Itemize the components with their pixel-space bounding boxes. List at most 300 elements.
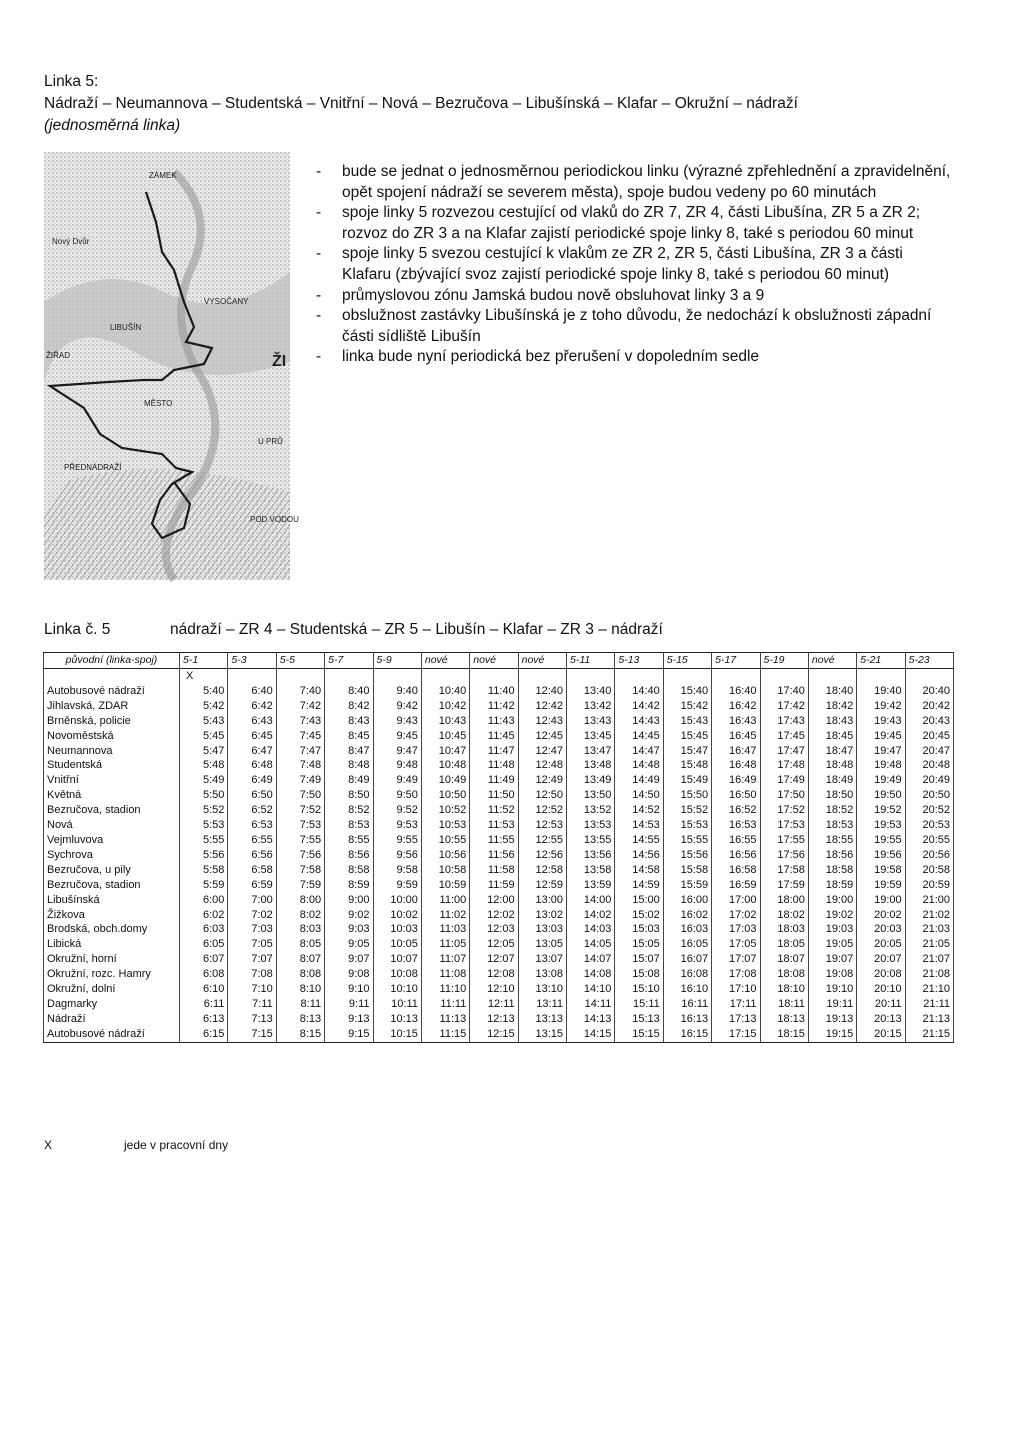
departure-time: 11:03 [421,922,469,937]
departure-time: 16:40 [712,684,760,699]
departure-time: 7:03 [228,922,276,937]
stop-name: Jihlavská, ZDAR [44,699,180,714]
stop-name: Bezručova, u pily [44,863,180,878]
table-row [44,967,954,982]
departure-time: 19:00 [808,893,856,908]
departure-time: 21:02 [905,908,953,923]
departure-time: 21:13 [905,1012,953,1027]
departure-time: 8:43 [325,714,373,729]
departure-time: 10:15 [373,1027,421,1042]
departure-time: 20:58 [905,863,953,878]
departure-time: 6:02 [180,908,228,923]
departure-time: 16:15 [663,1027,711,1042]
departure-time: 19:08 [808,967,856,982]
departure-time: 10:07 [373,952,421,967]
departure-time: 5:56 [180,848,228,863]
departure-time: 17:42 [760,699,808,714]
column-header: 5-5 [276,653,324,669]
departure-time: 11:47 [470,744,518,759]
departure-time: 5:55 [180,833,228,848]
table-row [44,982,954,997]
departure-time: 17:55 [760,833,808,848]
departure-time: 10:00 [373,893,421,908]
departure-time: 10:53 [421,818,469,833]
departure-time: 11:42 [470,699,518,714]
departure-time: 21:11 [905,997,953,1012]
table-row [44,922,954,937]
departure-time: 9:40 [373,684,421,699]
departure-time: 9:15 [325,1027,373,1042]
stop-name: Autobusové nádraží [44,684,180,699]
departure-time: 7:47 [276,744,324,759]
departure-time: 6:10 [180,982,228,997]
map-label: MĚSTO [144,399,173,408]
departure-time: 16:00 [663,893,711,908]
departure-time: 8:11 [276,997,324,1012]
route-note: (jednosměrná linka) [44,117,181,134]
departure-time: 11:59 [470,878,518,893]
timetable [43,652,954,1043]
departure-time: 11:07 [421,952,469,967]
departure-time: 6:47 [228,744,276,759]
departure-time: 17:50 [760,788,808,803]
departure-time: 8:10 [276,982,324,997]
weekday-flag [470,669,518,684]
departure-time: 14:03 [567,922,615,937]
stop-name: Vnitřní [44,773,180,788]
departure-time: 11:55 [470,833,518,848]
departure-time: 19:55 [857,833,905,848]
departure-time: 19:13 [808,1012,856,1027]
departure-time: 7:08 [228,967,276,982]
departure-time: 12:50 [518,788,566,803]
departure-time: 7:52 [276,803,324,818]
departure-time: 20:55 [905,833,953,848]
column-header: nové [421,653,469,669]
departure-time: 17:48 [760,758,808,773]
departure-time: 19:49 [857,773,905,788]
departure-time: 7:00 [228,893,276,908]
departure-time: 13:56 [567,848,615,863]
notes-list [316,162,956,368]
departure-time: 18:53 [808,818,856,833]
column-header: 5-9 [373,653,421,669]
departure-time: 16:45 [712,729,760,744]
departure-time: 10:55 [421,833,469,848]
departure-time: 11:50 [470,788,518,803]
departure-time: 9:02 [325,908,373,923]
departure-time: 9:52 [373,803,421,818]
departure-time: 10:40 [421,684,469,699]
departure-time: 18:00 [760,893,808,908]
map-label: U PRŮ [258,437,283,446]
departure-time: 15:08 [615,967,663,982]
departure-time: 10:45 [421,729,469,744]
departure-time: 10:03 [373,922,421,937]
departure-time: 11:02 [421,908,469,923]
weekday-flag [905,669,953,684]
departure-time: 15:40 [663,684,711,699]
departure-time: 19:40 [857,684,905,699]
departure-time: 6:55 [228,833,276,848]
departure-time: 13:42 [567,699,615,714]
departure-time: 18:45 [808,729,856,744]
weekday-flag [373,669,421,684]
departure-time: 12:43 [518,714,566,729]
departure-time: 15:10 [615,982,663,997]
table-row [44,863,954,878]
departure-time: 18:07 [760,952,808,967]
departure-time: 7:15 [228,1027,276,1042]
departure-time: 18:52 [808,803,856,818]
stop-name: Dagmarky [44,997,180,1012]
departure-time: 15:50 [663,788,711,803]
departure-time: 12:13 [470,1012,518,1027]
departure-time: 14:48 [615,758,663,773]
departure-time: 14:53 [615,818,663,833]
departure-time: 15:42 [663,699,711,714]
departure-time: 6:42 [228,699,276,714]
departure-time: 12:49 [518,773,566,788]
departure-time: 7:55 [276,833,324,848]
departure-time: 20:05 [857,937,905,952]
departure-time: 19:15 [808,1027,856,1042]
departure-time: 9:11 [325,997,373,1012]
departure-time: 5:59 [180,878,228,893]
departure-time: 11:10 [421,982,469,997]
departure-time: 18:56 [808,848,856,863]
departure-time: 11:05 [421,937,469,952]
departure-time: 9:05 [325,937,373,952]
departure-time: 13:02 [518,908,566,923]
departure-time: 7:58 [276,863,324,878]
departure-time: 20:13 [857,1012,905,1027]
departure-time: 13:45 [567,729,615,744]
departure-time: 18:43 [808,714,856,729]
departure-time: 11:15 [421,1027,469,1042]
departure-time: 17:02 [712,908,760,923]
departure-time: 14:08 [567,967,615,982]
departure-time: 9:55 [373,833,421,848]
departure-time: 19:07 [808,952,856,967]
departure-time: 18:50 [808,788,856,803]
map-label: ŽI [272,353,287,370]
departure-time: 19:10 [808,982,856,997]
departure-time: 13:03 [518,922,566,937]
departure-time: 20:47 [905,744,953,759]
departure-time: 8:50 [325,788,373,803]
departure-time: 13:07 [518,952,566,967]
departure-time: 17:00 [712,893,760,908]
departure-time: 17:49 [760,773,808,788]
departure-time: 14:11 [567,997,615,1012]
departure-time: 9:43 [373,714,421,729]
departure-time: 17:03 [712,922,760,937]
departure-time: 9:50 [373,788,421,803]
departure-time: 17:45 [760,729,808,744]
column-header: 5-3 [228,653,276,669]
departure-time: 17:08 [712,967,760,982]
departure-time: 20:43 [905,714,953,729]
map-label: LIBUŠÍN [110,323,142,332]
departure-time: 19:11 [808,997,856,1012]
departure-time: 7:59 [276,878,324,893]
departure-time: 14:45 [615,729,663,744]
departure-time: 5:47 [180,744,228,759]
departure-time: 20:11 [857,997,905,1012]
table-row [44,1027,954,1042]
departure-time: 20:49 [905,773,953,788]
departure-time: 20:02 [857,908,905,923]
departure-time: 9:13 [325,1012,373,1027]
departure-time: 20:59 [905,878,953,893]
weekday-flag [857,669,905,684]
table-row [44,744,954,759]
stop-name: Bezručova, stadion [44,803,180,818]
departure-time: 6:11 [180,997,228,1012]
departure-time: 7:43 [276,714,324,729]
departure-time: 20:08 [857,967,905,982]
departure-time: 11:00 [421,893,469,908]
table-row [44,758,954,773]
stop-name: Žižkova [44,908,180,923]
departure-time: 10:05 [373,937,421,952]
list-item: - bude se jednat o jednosměrnou periodickou linku (výrazné zpřehlednění a zpravidelnění, opět spojení nádraží se severem města), spoje budou vedeny po 60 minutách [316,163,951,201]
departure-time: 6:45 [228,729,276,744]
departure-time: 20:45 [905,729,953,744]
departure-time: 14:07 [567,952,615,967]
table-row [44,788,954,803]
departure-time: 12:15 [470,1027,518,1042]
departure-time: 14:02 [567,908,615,923]
departure-time: 11:58 [470,863,518,878]
departure-time: 13:13 [518,1012,566,1027]
departure-time: 18:13 [760,1012,808,1027]
departure-time: 14:59 [615,878,663,893]
stop-name: Okružní, dolní [44,982,180,997]
departure-time: 9:08 [325,967,373,982]
timetable-route: nádraží – ZR 4 – Studentská – ZR 5 – Libušín – Klafar – ZR 3 – nádraží [170,621,663,638]
departure-time: 11:11 [421,997,469,1012]
departure-time: 16:50 [712,788,760,803]
departure-time: 5:45 [180,729,228,744]
departure-time: 14:43 [615,714,663,729]
departure-time: 7:45 [276,729,324,744]
departure-time: 13:55 [567,833,615,848]
departure-time: 8:13 [276,1012,324,1027]
weekday-flag [760,669,808,684]
column-header: 5-7 [325,653,373,669]
departure-time: 8:15 [276,1027,324,1042]
departure-time: 9:00 [325,893,373,908]
departure-time: 12:58 [518,863,566,878]
legend-text: jede v pracovní dny [124,1138,229,1152]
departure-time: 14:42 [615,699,663,714]
departure-time: 17:10 [712,982,760,997]
departure-time: 14:56 [615,848,663,863]
departure-time: 18:10 [760,982,808,997]
departure-time: 17:15 [712,1027,760,1042]
list-item: - spoje linky 5 svezou cestující k vlakům ze ZR 2, ZR 5, části Libušína, ZR 3 a části Klafaru (zbývající svoz zajistí periodické spoje linky 8, také s periodou 60 minut) [316,245,903,283]
departure-time: 15:58 [663,863,711,878]
departure-time: 9:58 [373,863,421,878]
departure-time: 6:49 [228,773,276,788]
departure-time: 6:59 [228,878,276,893]
departure-time: 8:55 [325,833,373,848]
table-row [44,729,954,744]
departure-time: 14:10 [567,982,615,997]
weekday-flag [421,669,469,684]
departure-time: 11:56 [470,848,518,863]
departure-time: 6:00 [180,893,228,908]
departure-time: 12:52 [518,803,566,818]
departure-time: 12:08 [470,967,518,982]
departure-time: 18:48 [808,758,856,773]
weekday-flag: X [180,669,228,684]
departure-time: 20:52 [905,803,953,818]
departure-time: 9:10 [325,982,373,997]
departure-time: 19:59 [857,878,905,893]
table-row [44,684,954,699]
departure-time: 6:56 [228,848,276,863]
weekday-flag [712,669,760,684]
departure-time: 18:55 [808,833,856,848]
departure-time: 20:40 [905,684,953,699]
map-label: ŽIŘAD [46,351,70,360]
departure-time: 13:10 [518,982,566,997]
departure-time: 7:05 [228,937,276,952]
weekday-flag [615,669,663,684]
departure-time: 6:15 [180,1027,228,1042]
departure-time: 7:40 [276,684,324,699]
departure-time: 14:49 [615,773,663,788]
departure-time: 10:52 [421,803,469,818]
departure-time: 8:42 [325,699,373,714]
departure-time: 8:00 [276,893,324,908]
departure-time: 14:47 [615,744,663,759]
departure-time: 19:50 [857,788,905,803]
departure-time: 11:49 [470,773,518,788]
departure-time: 17:58 [760,863,808,878]
map-label: ZÁMEK [149,171,177,180]
departure-time: 17:52 [760,803,808,818]
departure-time: 12:07 [470,952,518,967]
departure-time: 16:47 [712,744,760,759]
list-item: - průmyslovou zónu Jamská budou nově obsluhovat linky 3 a 9 [316,286,765,304]
map-label: POD VODOU [250,515,299,524]
departure-time: 19:00 [857,893,905,908]
departure-time: 20:50 [905,788,953,803]
departure-time: 16:07 [663,952,711,967]
departure-time: 21:07 [905,952,953,967]
departure-time: 16:08 [663,967,711,982]
table-row [44,818,954,833]
departure-time: 16:10 [663,982,711,997]
map-label: VYSOČANY [204,297,249,306]
departure-time: 18:40 [808,684,856,699]
departure-time: 8:08 [276,967,324,982]
departure-time: 14:00 [567,893,615,908]
departure-time: 8:53 [325,818,373,833]
departure-time: 10:13 [373,1012,421,1027]
departure-time: 17:43 [760,714,808,729]
departure-time: 5:43 [180,714,228,729]
table-row [44,952,954,967]
departure-time: 14:13 [567,1012,615,1027]
departure-time: 16:43 [712,714,760,729]
weekday-flag [663,669,711,684]
departure-time: 11:52 [470,803,518,818]
departure-time: 9:45 [373,729,421,744]
departure-time: 20:15 [857,1027,905,1042]
departure-time: 14:50 [615,788,663,803]
departure-time: 14:58 [615,863,663,878]
departure-time: 7:07 [228,952,276,967]
stop-name: Brodská, obch.domy [44,922,180,937]
departure-time: 17:40 [760,684,808,699]
departure-time: 11:40 [470,684,518,699]
departure-time: 5:48 [180,758,228,773]
departure-time: 13:08 [518,967,566,982]
departure-time: 15:43 [663,714,711,729]
table-row [44,997,954,1012]
departure-time: 11:53 [470,818,518,833]
departure-time: 6:53 [228,818,276,833]
departure-time: 13:40 [567,684,615,699]
departure-time: 17:11 [712,997,760,1012]
departure-time: 10:47 [421,744,469,759]
departure-time: 13:15 [518,1027,566,1042]
table-row [44,833,954,848]
departure-time: 13:05 [518,937,566,952]
departure-time: 16:02 [663,908,711,923]
departure-time: 20:56 [905,848,953,863]
departure-time: 9:59 [373,878,421,893]
departure-time: 13:48 [567,758,615,773]
departure-time: 16:58 [712,863,760,878]
departure-time: 21:05 [905,937,953,952]
departure-time: 15:07 [615,952,663,967]
departure-time: 10:56 [421,848,469,863]
departure-time: 18:15 [760,1027,808,1042]
departure-time: 10:58 [421,863,469,878]
departure-time: 19:05 [808,937,856,952]
route-description: Nádraží – Neumannova – Studentská – Vnitřní – Nová – Bezručova – Libušínská – Klafar – Okružní – nádraží [44,95,798,112]
column-header: nové [808,653,856,669]
departure-time: 6:40 [228,684,276,699]
departure-time: 6:48 [228,758,276,773]
weekday-flag [808,669,856,684]
departure-time: 18:08 [760,967,808,982]
departure-time: 15:45 [663,729,711,744]
departure-time: 10:08 [373,967,421,982]
departure-time: 17:07 [712,952,760,967]
list-item: - spoje linky 5 rozvezou cestující od vlaků do ZR 7, ZR 4, části Libušína, ZR 5 a ZR 2; rozvoz do ZR 3 a na Klafar zajistí periodické spoje linky 8, také s periodou 60 minut [316,204,921,242]
departure-time: 16:49 [712,773,760,788]
departure-time: 11:08 [421,967,469,982]
departure-time: 8:03 [276,922,324,937]
departure-time: 5:40 [180,684,228,699]
table-row [44,669,954,684]
departure-time: 18:47 [808,744,856,759]
column-header: 5-23 [905,653,953,669]
departure-time: 17:56 [760,848,808,863]
legend-symbol: X [44,1138,53,1152]
departure-time: 20:53 [905,818,953,833]
departure-time: 12:47 [518,744,566,759]
departure-time: 16:52 [712,803,760,818]
map-label: Nový Dvůr [52,237,90,246]
